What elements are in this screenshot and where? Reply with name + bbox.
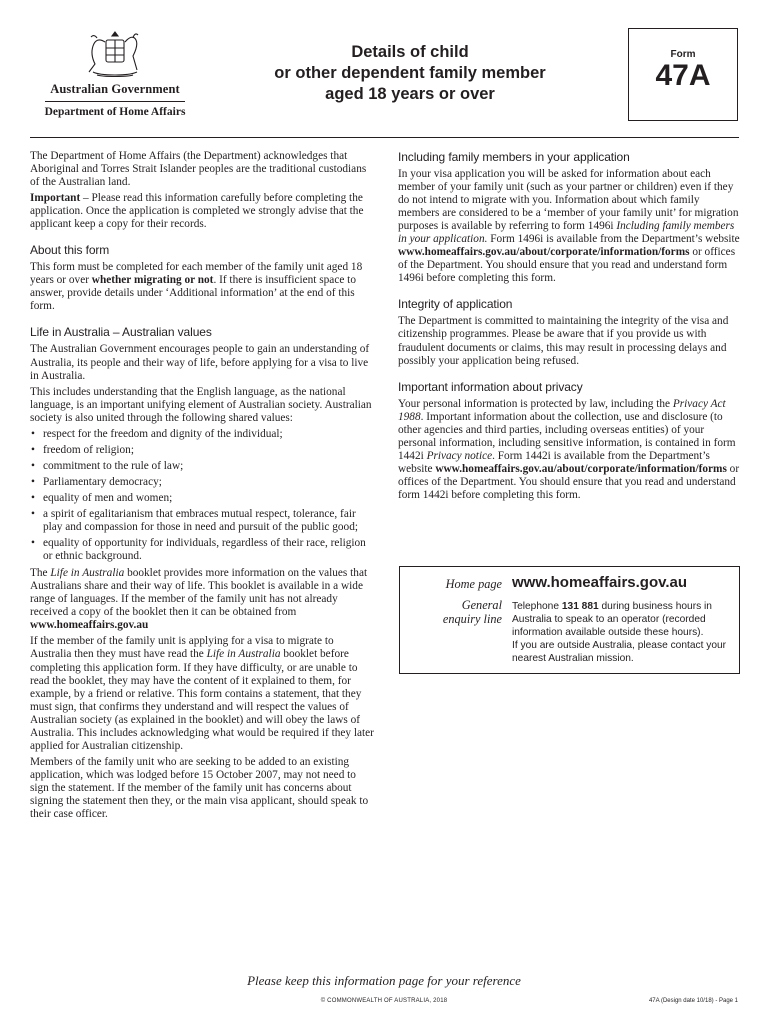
- acknowledgement-paragraph: The Department of Home Affairs (the Department) acknowledges that Aboriginal and Torres Strait Islander peoples are the traditional custodians of the Australian land.: [30, 150, 367, 189]
- important-label: Important: [30, 192, 81, 205]
- coat-of-arms-icon: [75, 28, 155, 80]
- about-text-pre: This form must be completed for each member of the family unit aged 18 years or over: [30, 261, 363, 287]
- keep-reference-note: Please keep this information page for your reference: [247, 973, 521, 988]
- form-1496i-title: Including family members in your application.: [398, 220, 735, 246]
- telephone-post: during business hours in Australia to speak to an operator (recorded information available outside these hours).: [512, 601, 712, 639]
- contact-box: [399, 566, 740, 674]
- left-column: [30, 150, 375, 824]
- about-text-post: . If there is insufficient space to answer, provide details under ‘Additional information’ at the end of this form.: [30, 274, 356, 313]
- enquiry-label-line-1: General: [461, 598, 502, 612]
- telephone-line: [512, 600, 734, 639]
- including-heading: Including family members in your application: [398, 150, 630, 164]
- enquiry-label-line-2: enquiry line: [442, 612, 502, 626]
- booklet-text-post: booklet provides more information on the values that Australians share and their way of life. This booklet is available in a wide range of languages. If the member of the family unit has not already received a copy of the booklet then it can be obtained from: [30, 567, 368, 619]
- form-label: Form: [670, 49, 696, 60]
- outside-australia-text: If you are outside Australia, please contact your nearest Australian mission.: [512, 640, 727, 665]
- form-number: 47A: [655, 59, 711, 92]
- homepage-label: Home page: [445, 577, 502, 591]
- including-paragraph: [398, 168, 740, 285]
- migrate-text-pre: If the member of the family unit is applying for a visa to migrate to Australia then they must have read the: [30, 635, 334, 661]
- including-text-pre: In your visa application you will be asked for information about each member of your family unit (such as your partner or children) even if they do not intend to migrate with you. Information about which family members are considered to be a ‘member of your family unit’ for migration purposes is available by referring to form 1496i: [398, 168, 739, 233]
- including-text-post: or offices of the Department. You should ensure that you read and understand form 1496i before completing this form.: [398, 246, 736, 285]
- enquiry-details: [512, 600, 734, 665]
- copyright: © COMMONWEALTH OF AUSTRALIA, 2018: [320, 998, 448, 1004]
- list-item: • Parliamentary democracy;: [30, 476, 375, 489]
- enquiry-label: [400, 598, 502, 626]
- values-paragraph-1: The Australian Government encourages people to gain an understanding of Australia, its people and their way of life, before applying for a visa to live in Australia.: [30, 343, 370, 382]
- values-list: [30, 428, 375, 563]
- booklet-title: Life in Australia: [50, 567, 125, 580]
- migrate-paragraph: [30, 635, 375, 752]
- existing-application-paragraph: Members of the family unit who are seeking to be added to an existing application, which was lodged before 15 October 2007, may not need to sign the statement. If the member of the family unit has concerns about signing the statement then they, or the main visa applicant, should speak to their case officer.: [30, 755, 369, 821]
- privacy-heading: Important information about privacy: [398, 379, 583, 394]
- telephone-pre: Telephone: [512, 601, 562, 612]
- list-item: • commitment to the rule of law;: [30, 460, 375, 473]
- header-divider: [30, 137, 739, 138]
- integrity-paragraph: The Department is committed to maintaining the integrity of the visa and citizenship programmes. Please be aware that if you provide us with fraudulent documents or claims, this may result in processing delays and possibly your application being refused.: [398, 315, 729, 367]
- values-paragraph-2: This includes understanding that the English language, as the national language, is an important unifying element of Australian society. Australian society is also united through the following shared values:: [30, 385, 372, 424]
- forms-link-1442i[interactable]: www.homeaffairs.gov.au/about/corporate/information/forms: [435, 462, 727, 475]
- title-line-2: or other dependent family member: [274, 64, 546, 82]
- booklet-paragraph: [30, 567, 375, 632]
- form-title: [230, 42, 590, 105]
- government-name: Australian Government: [50, 82, 180, 96]
- forms-link-1496i[interactable]: www.homeaffairs.gov.au/about/corporate/information/forms: [398, 246, 690, 259]
- integrity-heading: Integrity of application: [398, 297, 513, 312]
- including-text-mid: Form 1496i is available from the Department’s website: [487, 233, 740, 246]
- privacy-text-pre: Your personal information is protected by law, including the: [398, 397, 673, 410]
- list-item: • equality of opportunity for individuals, regardless of their race, religion or ethnic background.: [30, 537, 375, 563]
- government-crest: [40, 28, 190, 120]
- important-text: – Please read this information carefully before completing the application. Once the application is completed we strongly advise that the applicant keep a copy for their records.: [30, 192, 364, 231]
- right-column: [398, 150, 740, 505]
- about-heading: About this form: [30, 243, 110, 258]
- privacy-paragraph: [398, 398, 740, 502]
- design-date: 47A (Design date 10/18) - Page 1: [648, 998, 738, 1004]
- homepage-link[interactable]: www.homeaffairs.gov.au: [512, 574, 688, 591]
- list-item: • a spirit of egalitarianism that embraces mutual respect, tolerance, fair play and compassion for those in need and pursuit of the public good;: [30, 508, 375, 534]
- privacy-act-title: Privacy Act 1988: [398, 397, 726, 423]
- department-name: Department of Home Affairs: [44, 106, 186, 118]
- privacy-text-post: or offices of the Department. You should ensure that you read and understand form 1442i before completing this form.: [398, 462, 740, 501]
- migrate-booklet-title: Life in Australia: [206, 648, 281, 661]
- title-line-3: aged 18 years or over: [325, 85, 495, 103]
- telephone-number[interactable]: 131 881: [561, 601, 599, 612]
- values-heading: Life in Australia – Australian values: [30, 325, 212, 340]
- about-paragraph: [30, 261, 375, 313]
- list-item: • equality of men and women;: [30, 492, 375, 505]
- list-item: • freedom of religion;: [30, 444, 375, 457]
- title-line-1: Details of child: [351, 43, 469, 61]
- important-paragraph: [30, 192, 375, 231]
- crest-divider: [45, 101, 185, 102]
- about-bold: whether migrating or not: [91, 274, 214, 287]
- privacy-text-mid2: . Form 1442i is available from the Department’s website: [398, 449, 710, 475]
- migrate-text-post: booklet before completing this application form. If they have difficulty, or are unable to read the booklet, they may have the content of it explained to them, for example, by a friend or relative. This form contains a statement, that they must sign, that confirms they understand and will respect the values of Australian society (as explained in the booklet) and will obey the laws of Australia. This includes acknowledging what would be required if they later applied for Australian citizenship.: [30, 648, 374, 752]
- list-item: • respect for the freedom and dignity of the individual;: [30, 428, 375, 441]
- homeaffairs-link[interactable]: www.homeaffairs.gov.au: [30, 619, 149, 632]
- privacy-notice-title: Privacy notice: [426, 449, 493, 462]
- booklet-text-pre: The: [30, 567, 51, 580]
- form-number-box: [628, 28, 738, 121]
- privacy-text-mid: . Important information about the collection, use and disclosure (to other agencies and third parties, including overseas entities) of your personal information, including sensitive information, is contained in form 1442i: [398, 410, 736, 462]
